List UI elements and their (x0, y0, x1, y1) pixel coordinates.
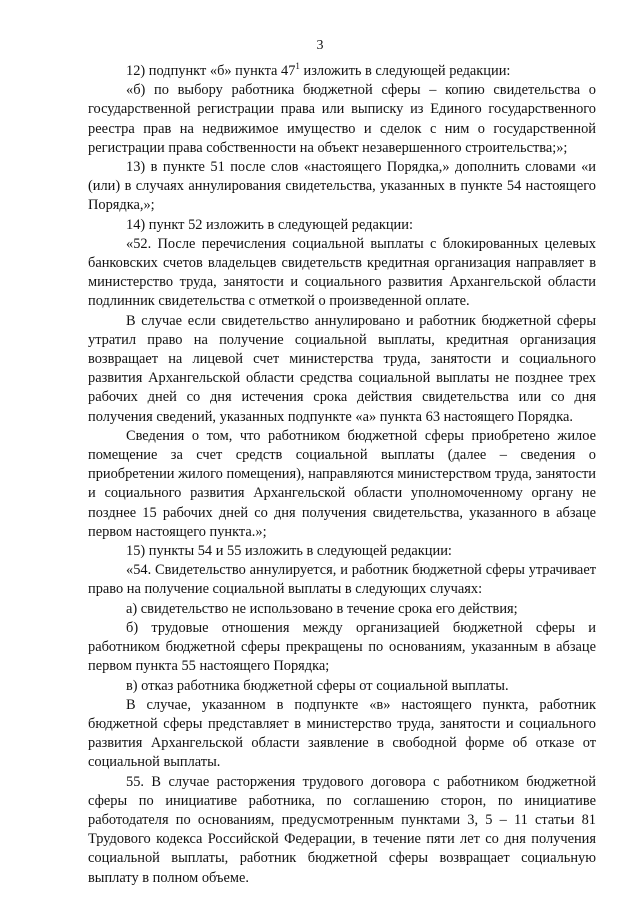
paragraph-text: 12) подпункт «б» пункта 47 (126, 63, 296, 79)
paragraph-item-15: 15) пункты 54 и 55 изложить в следующей редакции: (126, 543, 452, 560)
paragraph: «54. Свидетельство аннулируется, и работник бюджетной сферы утрачивает право на получение социальной выплаты в следующих случаях: (88, 562, 596, 598)
paragraph: а) свидетельство не использовано в течение срока его действия; (126, 600, 518, 617)
paragraph-item-12 (88, 62, 596, 81)
paragraph: 55. В случае расторжения трудового договора с работником бюджетной сферы по инициативе работника, по соглашению сторон, по инициативе работодателя по основаниям, предусмотренным пунктами 3, 5 – 11 статьи 81 Трудового кодекса Российской Федерации, в течение пяти лет со дня получения социальной выплаты, работник бюджетной сферы возвращает социальную выплату в полном объеме. (88, 773, 596, 886)
paragraph-item-13: 13) в пункте 51 после слов «настоящего Порядка,» дополнить словами «и (или) в случаях аннулирования свидетельства, указанных в пункте 54 настоящего Порядка,»; (88, 159, 596, 214)
paragraph: «52. После перечисления социальной выплаты с блокированных целевых банковских счетов владельцев свидетельств кредитная организация направляет в министерство труда, занятости и социального развития Архангельской области подлинник свидетельства с отметкой о произведенной оплате. (88, 235, 596, 310)
paragraph: В случае если свидетельство аннулировано и работник бюджетной сферы утратил право на получение социальной выплаты, кредитная организация возвращает на лицевой счет министерства труда, занятости и социального развития Архангельской области средства социальной выплаты не позднее трех рабочих дней со дня истечения срока действия свидетельства или со дня получения сведений, указанных подпункте «а» пункта 63 настоящего Порядка. (88, 312, 596, 425)
paragraph: б) трудовые отношения между организацией бюджетной сферы и работником бюджетной сферы прекращены по основаниям, указанным в абзаце первом пункта 55 настоящего Порядка; (88, 619, 596, 675)
paragraph: В случае, указанном в подпункте «в» настоящего пункта, работник бюджетной сферы представляет в министерство труда, занятости и социального развития Архангельской области заявление в свободной форме об отказе от социальной выплаты. (88, 696, 596, 771)
paragraph: Сведения о том, что работником бюджетной сферы приобретено жилое помещение за счет средств социальной выплаты (далее – сведения о приобретении жилого помещения), направляются министерством труда, занятости и социального развития Архангельской области уполномоченному органу не позднее 15 рабочих дней со дня получения свидетельства, указанного в абзаце первом настоящего пункта.»; (88, 427, 596, 540)
document-body (88, 62, 596, 888)
paragraph: в) отказ работника бюджетной сферы от социальной выплаты. (126, 677, 509, 694)
page-number: 3 (316, 38, 324, 53)
paragraph-text: изложить в следующей редакции: (299, 63, 511, 79)
paragraph: «б) по выбору работника бюджетной сферы – копию свидетельства о государственной регистрации права или выписку из Единого государственного реестра прав на недвижимое имущество и сделок с ним о государственной регистрации права собственности на объект незавершенного строительства;»; (88, 82, 596, 156)
paragraph-item-14: 14) пункт 52 изложить в следующей редакции: (126, 216, 413, 233)
superscript: 1 (295, 61, 300, 72)
